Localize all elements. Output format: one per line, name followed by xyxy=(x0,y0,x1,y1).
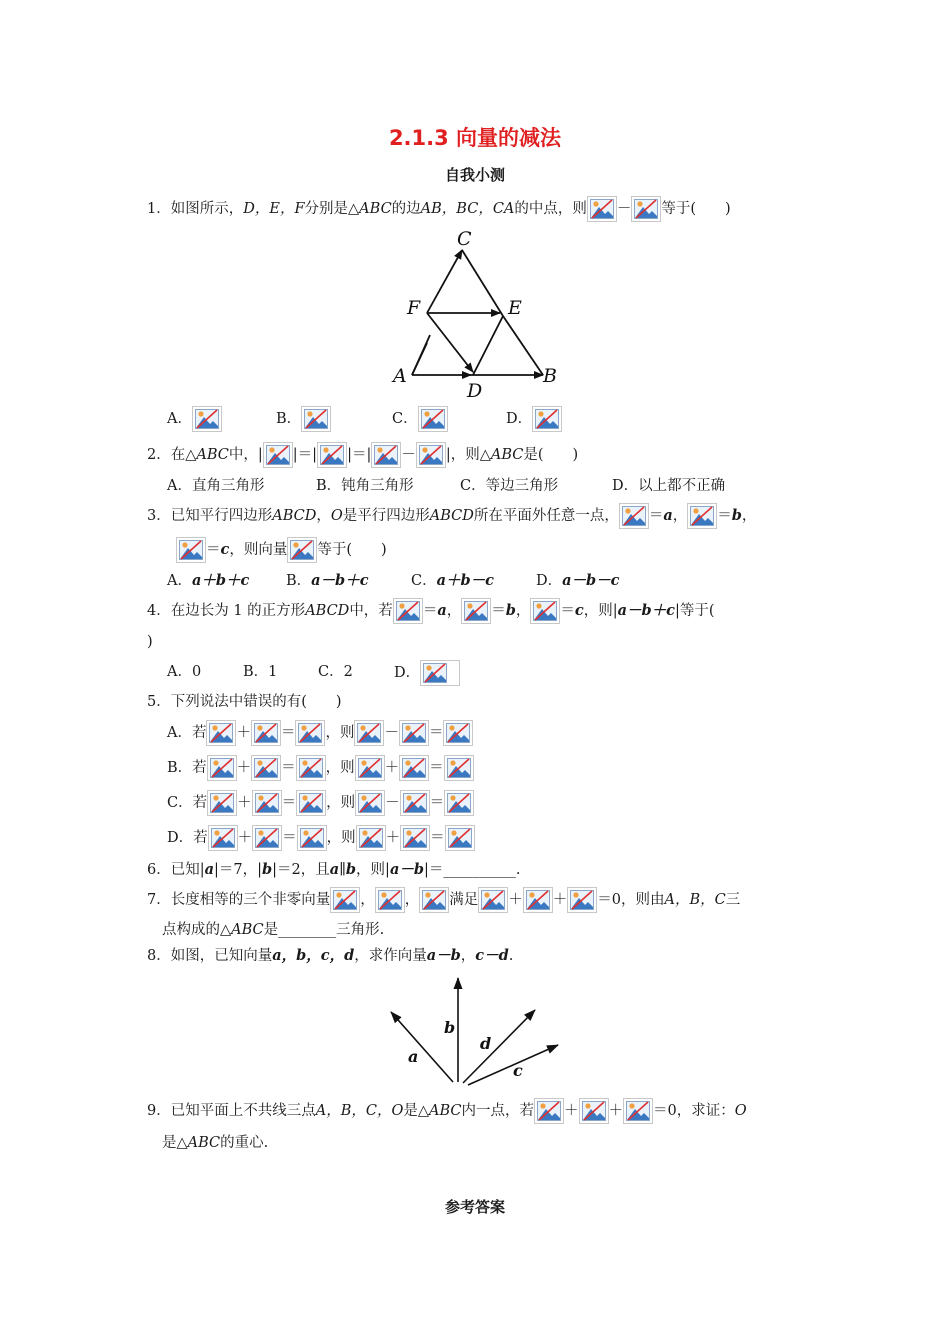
operator: － xyxy=(616,201,632,217)
text: ＝0，求证： xyxy=(653,1103,735,1119)
text: ABCD xyxy=(272,508,317,524)
text: 是△ xyxy=(403,1103,429,1119)
broken-image-icon xyxy=(295,720,325,746)
operator: ＝ xyxy=(717,508,732,524)
page-title: 2.1.3 向量的减法 xyxy=(388,126,562,150)
operator: ＝ xyxy=(429,760,444,776)
text: |＝7，| xyxy=(214,862,263,878)
option-label: C． xyxy=(392,411,418,427)
operator: ＝ xyxy=(429,795,445,811)
q3-option-b[interactable] xyxy=(286,569,369,593)
question-number: 8． xyxy=(147,948,171,964)
question-number: 2． xyxy=(147,447,171,463)
text: 等于( ) xyxy=(317,542,387,558)
option-label: D． xyxy=(506,411,533,427)
broken-image-icon xyxy=(523,887,553,913)
broken-image-icon xyxy=(623,1098,653,1124)
label-vector-b: b xyxy=(444,1018,456,1037)
operator: ＋ xyxy=(237,795,252,811)
operator: ∥ xyxy=(339,862,346,878)
option-label: A． xyxy=(167,411,192,427)
question-6 xyxy=(147,858,520,882)
broken-image-icon xyxy=(444,755,474,781)
text: |＝2，且 xyxy=(272,862,330,878)
question-1 xyxy=(147,196,731,222)
broken-image-icon xyxy=(416,442,446,468)
vector-b: b xyxy=(345,861,357,878)
broken-image-icon xyxy=(208,825,238,851)
vector-c: c xyxy=(220,541,230,558)
text: |＝| xyxy=(347,447,372,463)
text: ，则| xyxy=(356,862,390,878)
operator: ＝ xyxy=(281,795,297,811)
question-number: 4． xyxy=(147,603,171,619)
text: 如图所示， xyxy=(170,201,244,217)
answer-blank[interactable]: |＝__________. xyxy=(423,862,521,878)
question-8 xyxy=(147,944,513,968)
text: |＝| xyxy=(292,447,318,463)
q5-option-d[interactable] xyxy=(167,825,475,851)
operator: ＝ xyxy=(491,603,506,619)
text: ， xyxy=(460,948,476,964)
text: 是△ xyxy=(162,1135,188,1151)
operator: － xyxy=(401,447,416,463)
text: ，则 xyxy=(326,795,356,811)
text: 分别是△ xyxy=(304,201,360,217)
broken-image-icon xyxy=(251,755,281,781)
text: 所在平面外任意一点， xyxy=(473,508,619,524)
option-label: D． xyxy=(536,573,563,589)
label-vector-d: d xyxy=(480,1034,492,1053)
text: ABC xyxy=(231,922,264,938)
q5-option-a[interactable] xyxy=(167,720,473,746)
option-label: C．若 xyxy=(167,795,208,811)
question-9-line-1 xyxy=(147,1098,747,1124)
question-3-line-2 xyxy=(176,537,387,563)
text: 的中点，则 xyxy=(514,201,587,217)
text: ABC xyxy=(429,1103,462,1119)
question-4 xyxy=(147,598,715,624)
broken-image-icon xyxy=(207,790,237,816)
broken-image-icon xyxy=(587,196,617,222)
vector-a: a xyxy=(663,507,673,524)
broken-image-icon xyxy=(419,887,449,913)
broken-image-icon xyxy=(393,598,423,624)
broken-image-icon xyxy=(287,537,317,563)
text: 是平行四边形 xyxy=(342,508,430,524)
label-c: C xyxy=(457,228,472,250)
broken-image-icon xyxy=(687,503,717,529)
operator: ＝ xyxy=(282,830,297,846)
question-number: 7． xyxy=(147,892,171,908)
section-subtitle: 自我小测 xyxy=(444,166,505,184)
text: 点构成的△ xyxy=(162,922,232,938)
text: ， xyxy=(404,892,420,908)
expression: a－b xyxy=(426,947,461,964)
text: 三 xyxy=(725,892,741,908)
question-7-line-2 xyxy=(162,918,384,942)
answers-heading: 参考答案 xyxy=(444,1198,505,1216)
broken-image-icon xyxy=(443,720,473,746)
text: A，B，C，O xyxy=(315,1103,404,1119)
broken-image-icon xyxy=(444,790,474,816)
text: 已知| xyxy=(170,862,205,878)
label-e: E xyxy=(508,297,522,319)
operator: ＋ xyxy=(236,725,251,741)
q5-option-b[interactable] xyxy=(167,755,474,781)
operator: ＝ xyxy=(280,725,296,741)
text: 中，若 xyxy=(349,603,393,619)
question-4-cont: ) xyxy=(147,634,153,650)
text: ，则向量 xyxy=(229,542,288,558)
text: 下列说法中错误的有( ) xyxy=(170,694,342,710)
broken-image-icon xyxy=(375,887,405,913)
text: ，求作向量 xyxy=(354,948,427,964)
broken-image-icon xyxy=(420,660,460,686)
question-9-line-2 xyxy=(162,1131,268,1155)
option-label: D．若 xyxy=(167,830,208,846)
text: ，则 xyxy=(325,760,355,776)
operator: ＝ xyxy=(428,725,444,741)
label-f: F xyxy=(407,297,421,319)
operator: ＝ xyxy=(430,830,445,846)
broken-image-icon xyxy=(461,598,491,624)
text: O xyxy=(330,508,343,524)
q4-option-b[interactable]: B．1 xyxy=(243,664,278,680)
triangle-figure xyxy=(385,225,570,405)
broken-image-icon xyxy=(317,442,347,468)
option-label: B．若 xyxy=(167,760,207,776)
question-number: 9． xyxy=(147,1103,171,1119)
text: 等于( ) xyxy=(661,201,731,217)
broken-image-icon xyxy=(399,720,429,746)
q2-option-c[interactable]: C．等边三角形 xyxy=(460,478,559,494)
broken-image-icon xyxy=(355,790,385,816)
question-number: 5． xyxy=(147,694,171,710)
operator: ＝ xyxy=(281,760,296,776)
broken-image-icon xyxy=(371,442,401,468)
operator: ＋ xyxy=(236,760,252,776)
operator: ＋ xyxy=(237,830,253,846)
text: a，b，c，d xyxy=(272,947,355,964)
label-vector-a: a xyxy=(408,1047,419,1066)
text: ， xyxy=(316,508,331,524)
q2-option-a[interactable]: A．直角三角形 xyxy=(167,478,265,494)
vector-b: b xyxy=(731,507,742,524)
q4-option-a[interactable]: A．0 xyxy=(167,664,202,680)
text: 内一点，若 xyxy=(461,1103,534,1119)
expression: a－b xyxy=(389,861,424,878)
operator: ＝ xyxy=(648,508,664,524)
broken-image-icon xyxy=(530,598,560,624)
text: O xyxy=(734,1103,747,1119)
vector-c: c xyxy=(574,602,584,619)
question-3-line-1 xyxy=(147,503,756,529)
vector-b: b xyxy=(505,602,516,619)
text: 的重心. xyxy=(220,1135,269,1151)
text: ABC xyxy=(359,201,392,217)
option-expr: a＋b＋c xyxy=(191,572,250,589)
operator: ＝ xyxy=(206,542,221,558)
q3-option-a[interactable] xyxy=(167,569,249,593)
broken-image-icon xyxy=(207,755,237,781)
text: 中，| xyxy=(228,447,263,463)
text: ， xyxy=(515,603,531,619)
text: ABC xyxy=(196,447,229,463)
broken-image-icon xyxy=(252,825,282,851)
label-a: A xyxy=(393,365,407,387)
broken-image-icon xyxy=(176,537,206,563)
text: 的边 xyxy=(391,201,421,217)
text: 如图，已知向量 xyxy=(170,948,273,964)
text: ABCD xyxy=(429,508,474,524)
label-b: B xyxy=(543,365,557,387)
text: 长度相等的三个非零向量 xyxy=(170,892,331,908)
text: ＝0，则由 xyxy=(597,892,665,908)
vector-a: a xyxy=(204,861,215,878)
question-2 xyxy=(147,442,578,468)
q5-option-c[interactable] xyxy=(167,790,474,816)
text: 已知平面上不共线三点 xyxy=(170,1103,316,1119)
broken-image-icon xyxy=(206,720,236,746)
q3-option-d[interactable] xyxy=(536,569,620,593)
q3-option-c[interactable] xyxy=(411,569,494,593)
text: 是( ) xyxy=(523,447,579,463)
broken-image-icon xyxy=(418,406,448,432)
q4-option-c[interactable]: C．2 xyxy=(318,664,353,680)
question-number: 6． xyxy=(147,862,171,878)
q1-option-b[interactable] xyxy=(276,406,331,432)
q2-option-d[interactable]: D．以上都不正确 xyxy=(612,478,726,494)
operator: － xyxy=(384,725,399,741)
broken-image-icon xyxy=(263,442,293,468)
text: ， xyxy=(360,892,375,908)
q1-option-d[interactable] xyxy=(506,406,562,432)
option-label: A．若 xyxy=(167,725,207,741)
q4-option-d[interactable] xyxy=(394,660,460,686)
broken-image-icon xyxy=(355,755,385,781)
text: . xyxy=(508,948,514,964)
text: |等于( xyxy=(674,603,715,619)
option-label: C． xyxy=(411,573,437,589)
broken-image-icon xyxy=(567,887,597,913)
option-expr: a－b－c xyxy=(562,572,620,589)
answer-blank[interactable]: 是________三角形. xyxy=(263,922,385,938)
broken-image-icon xyxy=(579,1098,609,1124)
text: D，E，F xyxy=(243,201,305,217)
text: AB，BC，CA xyxy=(420,201,515,217)
broken-image-icon xyxy=(619,503,649,529)
vectors-figure xyxy=(380,972,570,1092)
text: ABC xyxy=(490,447,524,463)
broken-image-icon xyxy=(534,1098,564,1124)
q1-option-a[interactable] xyxy=(167,406,222,432)
broken-image-icon xyxy=(296,755,326,781)
question-5 xyxy=(147,690,342,714)
text: ， xyxy=(672,508,688,524)
broken-image-icon xyxy=(301,406,331,432)
option-label: D． xyxy=(394,665,421,681)
broken-image-icon xyxy=(631,196,661,222)
text: ，则 xyxy=(326,830,356,846)
q1-option-c[interactable] xyxy=(392,406,448,432)
operator: ＝ xyxy=(560,603,575,619)
option-expr: a－b＋c xyxy=(311,572,369,589)
operator: ＋ xyxy=(384,760,400,776)
question-number: 3． xyxy=(147,508,171,524)
broken-image-icon xyxy=(400,790,430,816)
label-d: D xyxy=(467,380,483,402)
question-7-line-1 xyxy=(147,887,740,913)
broken-image-icon xyxy=(297,825,327,851)
text: ABC xyxy=(187,1135,221,1151)
text: |，则△ xyxy=(445,447,491,463)
operator: ＋ xyxy=(552,892,568,908)
operator: ＋ xyxy=(508,892,523,908)
vector-a: a xyxy=(329,861,340,878)
expression: c－d xyxy=(475,947,509,964)
vector-a: a xyxy=(437,602,447,619)
option-expr: a＋b－c xyxy=(436,572,494,589)
text: 满足 xyxy=(449,892,479,908)
broken-image-icon xyxy=(192,406,222,432)
broken-image-icon xyxy=(251,720,281,746)
expression: a－b＋c xyxy=(617,602,675,619)
vector-b: b xyxy=(262,861,273,878)
text: 已知平行四边形 xyxy=(170,508,273,524)
text: ，则| xyxy=(583,603,618,619)
option-label: A． xyxy=(167,573,192,589)
text: 在△ xyxy=(170,447,197,463)
broken-image-icon xyxy=(445,825,475,851)
broken-image-icon xyxy=(252,790,282,816)
text: ABCD xyxy=(305,603,350,619)
broken-image-icon xyxy=(330,887,360,913)
broken-image-icon xyxy=(400,825,430,851)
text: ， xyxy=(446,603,462,619)
broken-image-icon xyxy=(356,825,386,851)
q2-option-b[interactable]: B．钝角三角形 xyxy=(316,478,414,494)
question-number: 1． xyxy=(147,201,171,217)
text: 在边长为 1 的正方形 xyxy=(170,603,306,619)
operator: － xyxy=(385,795,400,811)
broken-image-icon xyxy=(532,406,562,432)
broken-image-icon xyxy=(478,887,508,913)
broken-image-icon xyxy=(399,755,429,781)
text: ，则 xyxy=(325,725,355,741)
text: A，B，C xyxy=(664,892,726,908)
text: ， xyxy=(741,508,757,524)
option-label: B． xyxy=(276,411,302,427)
broken-image-icon xyxy=(354,720,384,746)
operator: ＋ xyxy=(608,1103,623,1119)
broken-image-icon xyxy=(296,790,326,816)
label-vector-c: c xyxy=(513,1061,523,1080)
option-label: B． xyxy=(286,573,312,589)
operator: ＝ xyxy=(422,603,438,619)
operator: ＋ xyxy=(385,830,401,846)
operator: ＋ xyxy=(564,1103,579,1119)
